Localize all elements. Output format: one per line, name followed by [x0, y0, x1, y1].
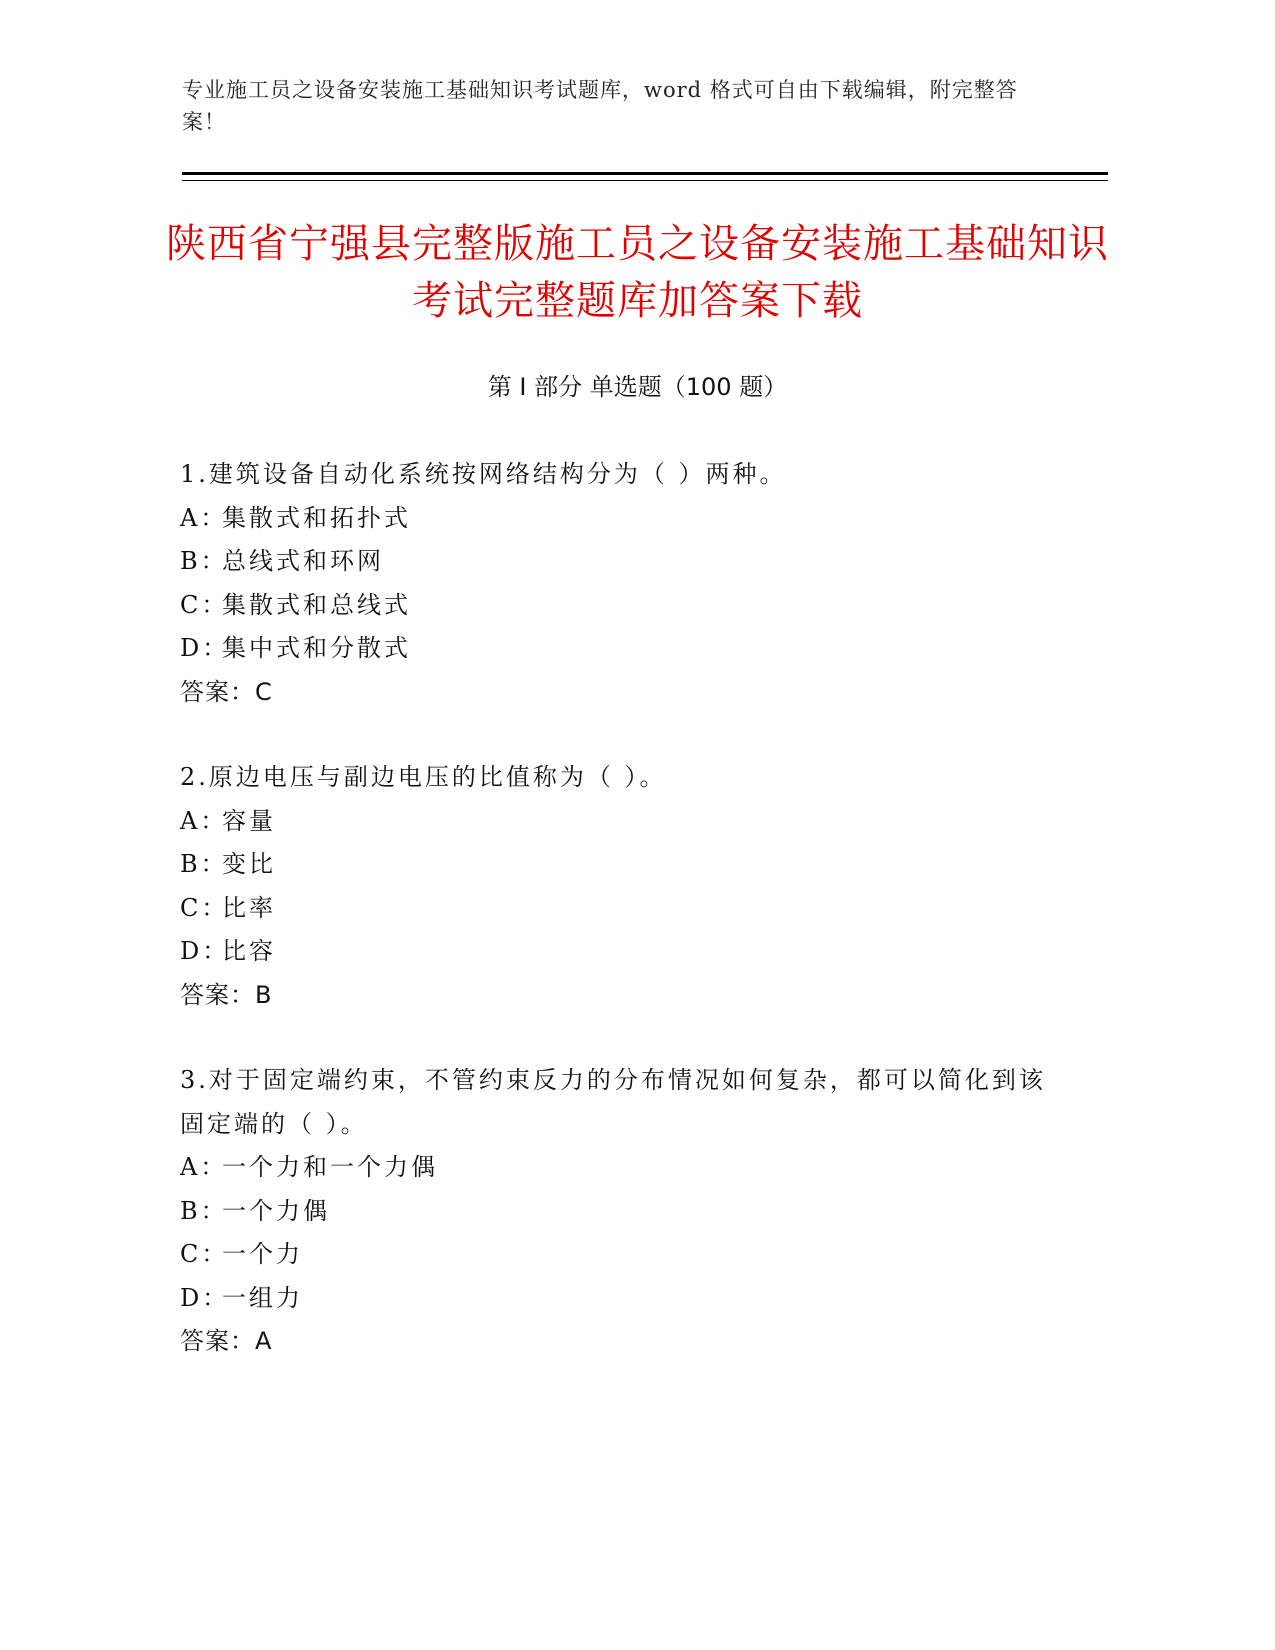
option-b — [180, 1190, 1060, 1234]
option-d — [180, 1277, 1060, 1321]
option-letter: C： — [180, 893, 229, 922]
option-text: 集散式和拓扑式 — [222, 503, 411, 532]
document-title: 陕西省宁强县完整版施工员之设备安装施工基础知识考试完整题库加答案下载 — [166, 221, 1109, 324]
section-heading: 第 I 部分 单选题（100 题） — [487, 373, 788, 401]
answer-line: 答案：C — [180, 677, 273, 706]
option-text: 容量 — [222, 806, 276, 835]
answer-line: 答案：B — [180, 980, 273, 1009]
option-d — [180, 627, 1060, 671]
option-text: 一个力 — [222, 1240, 303, 1268]
question-stem: 1.建筑设备自动化系统按网络结构分为（ ）两种。 — [180, 460, 787, 488]
question-stem: 2.原边电压与副边电压的比值称为（ ）。 — [180, 763, 667, 791]
option-d — [180, 930, 1060, 974]
option-text: 变比 — [222, 850, 276, 878]
option-letter: B： — [180, 1196, 228, 1225]
option-text: 比容 — [222, 937, 276, 965]
option-letter: C： — [180, 1240, 229, 1268]
answer-line: 答案：A — [180, 1327, 273, 1355]
option-letter: A： — [180, 1153, 228, 1181]
question-stem: 3.对于固定端约束，不管约束反力的分布情况如何复杂，都可以简化到该固定端的（ ）。 — [180, 1066, 1046, 1138]
option-letter: D： — [180, 937, 230, 965]
option-letter: A： — [180, 806, 228, 835]
option-letter: B： — [180, 850, 228, 878]
option-letter: A： — [180, 503, 228, 532]
option-c — [180, 887, 1060, 931]
option-a — [180, 1146, 1060, 1190]
option-text: 一组力 — [222, 1283, 303, 1312]
option-text: 集中式和分散式 — [222, 634, 411, 662]
option-c — [180, 584, 1060, 628]
option-text: 总线式和环网 — [222, 547, 384, 575]
question-2 — [180, 756, 1060, 1017]
option-letter: C： — [180, 590, 229, 619]
option-a — [180, 497, 1060, 541]
option-letter: D： — [180, 1283, 230, 1312]
option-text: 一个力偶 — [222, 1196, 330, 1225]
option-b — [180, 540, 1060, 584]
header-note: 专业施工员之设备安装施工基础知识考试题库，word 格式可自由下载编辑，附完整答案！ — [182, 78, 1018, 134]
option-c — [180, 1233, 1060, 1277]
question-list — [180, 453, 1060, 1406]
option-b — [180, 843, 1060, 887]
option-text: 比率 — [222, 893, 276, 922]
question-3 — [180, 1059, 1060, 1364]
option-text: 集散式和总线式 — [222, 590, 411, 619]
option-text: 一个力和一个力偶 — [222, 1153, 438, 1181]
question-1 — [180, 453, 1060, 714]
option-letter: D： — [180, 634, 230, 662]
option-a — [180, 800, 1060, 844]
header-rule-thin — [182, 180, 1108, 181]
header-rule-thick — [182, 172, 1108, 175]
option-letter: B： — [180, 547, 228, 575]
